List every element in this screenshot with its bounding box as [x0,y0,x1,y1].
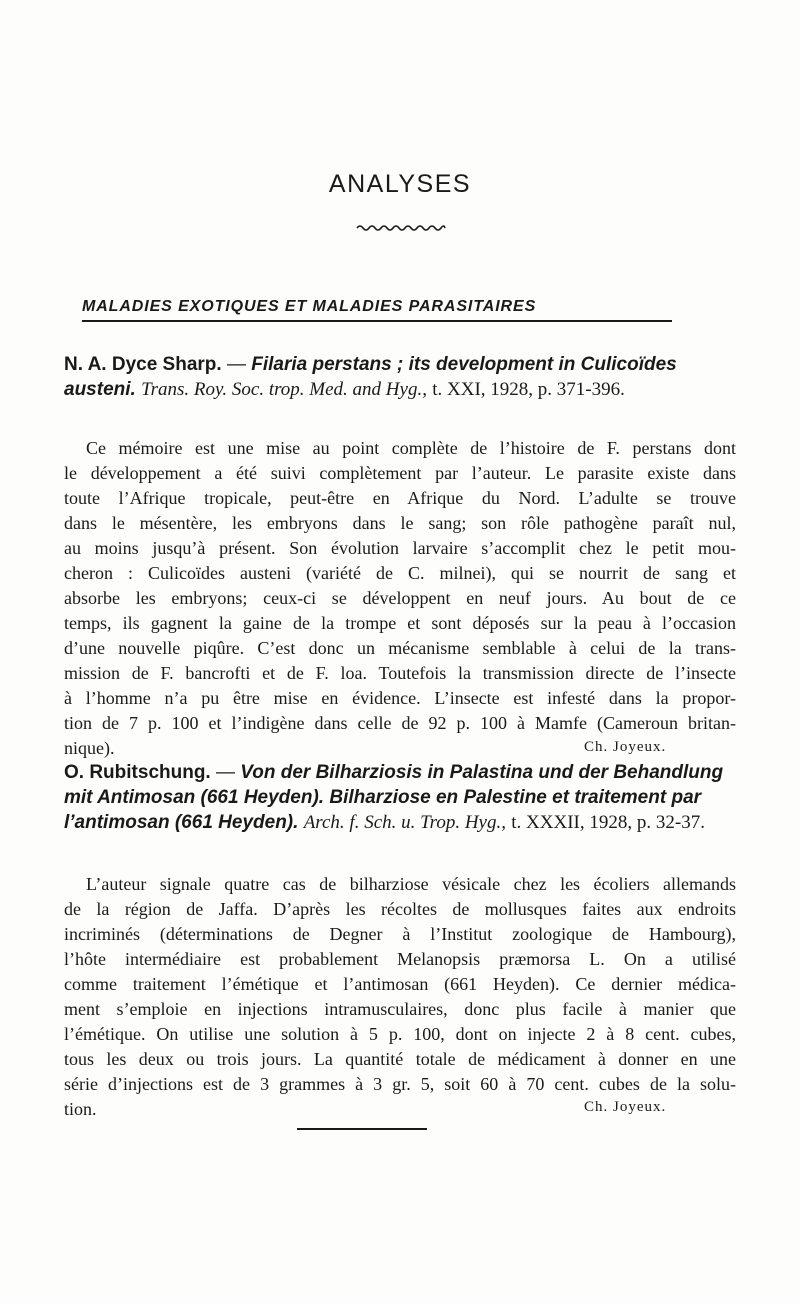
body-line: Ce mémoire est une mise au point complète de l’histoire de F. perstans dont [86,438,736,458]
body-line: de la région de Jaffa. D’après les récoltes de mollusques faites aux endroits [64,899,736,919]
body-line: nique). [64,738,115,758]
entry-1-reference: Trans. Roy. Soc. trop. Med. and Hyg., [141,379,427,400]
page-title: ANALYSES [328,170,472,198]
body-line: tous les deux ou trois jours. La quantité totale de médicament à donner en une [64,1049,736,1069]
entry-2-reference-details: t. XXXII, 1928, p. 32-37. [511,812,705,833]
body-line: à l’homme n’a pu être mise en évidence. L’insecte est infesté dans la propor- [64,688,736,708]
body-line: l’hôte intermédiaire est probablement Melanopsis præmorsa L. On a utilisé [64,949,736,969]
end-rule [297,1128,427,1130]
entry-1-reference-details: t. XXI, 1928, p. 371-396. [432,379,625,400]
entry-2-reference: Arch. f. Sch. u. Trop. Hyg., [303,812,506,833]
body-line: cheron : Culicoïdes austeni (variété de C. milnei), qui se nourrit de sang et [64,563,736,583]
body-line: temps, ils gagnent la gaine de la trompe et sont déposés sur la peau à l’occasion [64,613,736,633]
body-line: l’émétique. On utilise une solution à 5 p. 100, dont on injecte 2 à 8 cent. cubes, [64,1024,736,1044]
body-line: comme traitement l’émétique et l’antimosan (661 Heyden). Ce dernier médica- [64,974,736,994]
entry-2-signature: Ch. Joyeux. [584,1099,667,1115]
entry-2-dash: — [210,762,241,783]
body-line: tion de 7 p. 100 et l’indigène dans celle de 92 p. 100 à Mamfe (Cameroun britan- [64,713,736,733]
ornament-divider [355,222,447,232]
body-line: incriminés (déterminations de Degner à l’Institut zoologique de Hambourg), [64,924,736,944]
body-line: tion. [64,1099,97,1119]
body-line: mission de F. bancrofti et de F. loa. Toutefois la transmission directe de l’insecte [64,663,736,683]
entry-2-author: O. Rubitschung. [64,762,211,783]
body-line: dans le mésentère, les embryons dans le sang; son rôle pathogène paraît nul, [64,513,736,533]
entry-2-header [64,760,744,835]
body-line: ment s’emploie en injections intramusculaires, donc plus facile à manier que [64,999,736,1019]
section-heading: MALADIES EXOTIQUES ET MALADIES PARASITAIRES [82,298,537,315]
body-line: L’auteur signale quatre cas de bilharziose vésicale chez les écoliers allemands [86,874,736,894]
entry-1-signature: Ch. Joyeux. [584,739,667,755]
body-line: le développement a été suivi complètement par l’auteur. Le parasite existe dans [64,463,736,483]
entry-1-author: N. A. Dyce Sharp. [64,354,222,375]
entry-1-title: Filaria perstans ; its development in Culicoïdes austeni. [64,354,677,400]
entry-1-dash: — [221,354,252,375]
entry-2-title: Von der Bilharziosis in Palastina und der Behandlung mit Antimosan (661 Heyden). Bilharziose en Palestine et traitement par l’antimosan (661 Heyden). [64,762,724,833]
body-line: au moins jusqu’à présent. Son évolution larvaire s’accomplit chez le petit mou- [64,538,736,558]
body-line: série d’injections est de 3 grammes à 3 gr. 5, soit 60 à 70 cent. cubes de la solu- [64,1074,736,1094]
entry-1-header [64,352,744,402]
body-line: d’une nouvelle piqûre. C’est donc un mécanisme semblable à celui de la trans- [64,638,736,658]
body-line: absorbe les embryons; ceux-ci se développent en neuf jours. Au bout de ce [64,588,736,608]
section-rule [82,320,672,322]
body-line: toute l’Afrique tropicale, peut-être en Afrique du Nord. L’adulte se trouve [64,488,736,508]
